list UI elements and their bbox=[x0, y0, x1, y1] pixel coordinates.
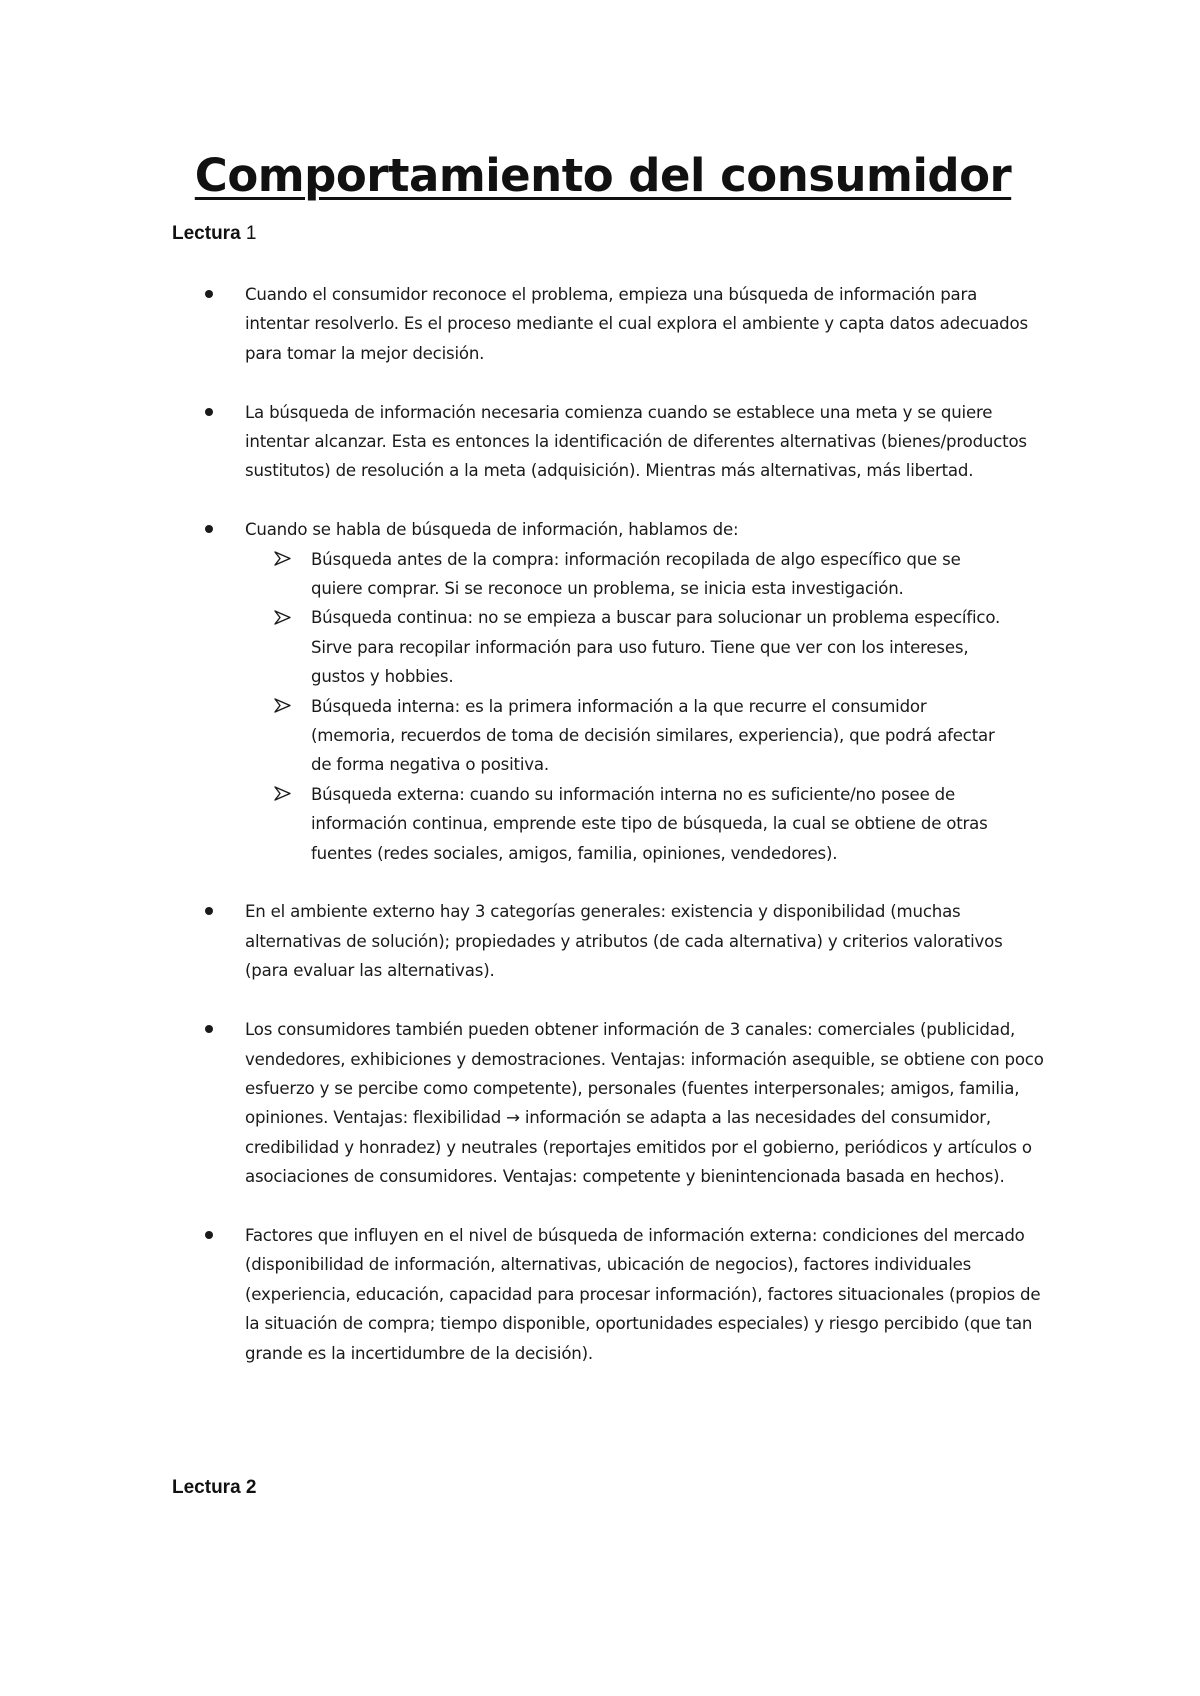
bullet-item bbox=[0, 1015, 1045, 1191]
sub-bullet-text: Búsqueda externa: cuando su información interna no es suficiente/no posee de información continua, emprende este tipo de búsqueda, la cual se obtiene de otras fuentes (redes sociales, amigos, familia, opiniones, vendedores). bbox=[311, 784, 988, 863]
document-title-text: Comportamiento del consumidor bbox=[194, 149, 1012, 202]
sub-bullet-text: Búsqueda continua: no se empieza a buscar para solucionar un problema específico. Sirve para recopilar información para uso futuro. Tiene que ver con los intereses, gustos y hobbies. bbox=[311, 608, 1001, 687]
arrowhead-bullet-icon bbox=[274, 545, 291, 574]
bullet-text: Los consumidores también pueden obtener información de 3 canales: comerciales (publicidad, vendedores, exhibiciones y demostraciones. Ventajas: información asequible, se obtiene con poco esfuerzo y se percibe como competente), personales (fuentes interpersonales; amigos, familia, opiniones. Ventajas: flexibilidad → información se adapta a las necesidades del consumidor, credibilidad y honradez) y neutrales (reportajes emitidos por el gobierno, periódicos y artículos o asociaciones de consumidores. Ventajas: competente y bienintencionada basada en hechos). bbox=[245, 1020, 1044, 1187]
section-heading-lectura-2 bbox=[172, 1476, 257, 1500]
bullet-text: En el ambiente externo hay 3 categorías generales: existencia y disponibilidad (muchas alternativas de solución); propiedades y atributos (de cada alternativa) y criterios valorativos (para evaluar las alternativas). bbox=[245, 902, 1003, 981]
sub-bullet-item bbox=[238, 692, 1011, 780]
section-heading-word: Lectura bbox=[172, 223, 241, 244]
bullet-text: La búsqueda de información necesaria comienza cuando se establece una meta y se quiere intentar alcanzar. Esta es entonces la identificación de diferentes alternativas (bienes/productos sustitutos) de resolución a la meta (adquisición). Mientras más alternativas, más libertad. bbox=[245, 402, 1027, 481]
bullet-item bbox=[0, 515, 1045, 868]
sub-bullet-item bbox=[238, 780, 1011, 868]
lectura-1-bullet-list bbox=[0, 280, 1200, 1397]
document-title bbox=[0, 148, 1200, 204]
bullet-item bbox=[0, 1221, 1045, 1368]
bullet-item bbox=[0, 398, 1045, 486]
bullet-dot-icon bbox=[205, 290, 213, 298]
bullet-text: Factores que influyen en el nivel de búsqueda de información externa: condiciones del mercado (disponibilidad de información, alternativas, ubicación de negocios), factores individuales (experiencia, educación, capacidad para procesar información), factores situacionales (propios de la situación de compra; tiempo disponible, oportunidades especiales) y riesgo percibido (que tan grande es la incertidumbre de la decisión). bbox=[245, 1225, 1041, 1363]
bullet-dot-icon bbox=[205, 1025, 213, 1033]
section-heading-lectura-1 bbox=[172, 222, 257, 246]
sub-bullet-item bbox=[238, 603, 1011, 691]
bullet-dot-icon bbox=[205, 907, 213, 915]
section-heading-number: 2 bbox=[245, 1477, 257, 1498]
bullet-dot-icon bbox=[205, 408, 213, 416]
section-heading-number: 1 bbox=[245, 223, 257, 244]
arrowhead-bullet-icon bbox=[274, 603, 291, 632]
search-types-sublist bbox=[245, 545, 1045, 868]
section-heading-word: Lectura bbox=[172, 1477, 241, 1498]
bullet-item bbox=[0, 280, 1045, 368]
bullet-text: Cuando se habla de búsqueda de información, hablamos de: bbox=[245, 520, 739, 540]
bullet-item bbox=[0, 897, 1045, 985]
sub-bullet-text: Búsqueda interna: es la primera información a la que recurre el consumidor (memoria, recuerdos de toma de decisión similares, experiencia), que podrá afectar de forma negativa o positiva. bbox=[311, 696, 995, 775]
sub-bullet-text: Búsqueda antes de la compra: información recopilada de algo específico que se quiere comprar. Si se reconoce un problema, se inicia esta investigación. bbox=[311, 549, 961, 599]
bullet-text: Cuando el consumidor reconoce el problema, empieza una búsqueda de información para intentar resolverlo. Es el proceso mediante el cual explora el ambiente y capta datos adecuados para tomar la mejor decisión. bbox=[245, 285, 1028, 363]
arrowhead-bullet-icon bbox=[274, 692, 291, 721]
bullet-dot-icon bbox=[205, 525, 213, 533]
sub-bullet-item bbox=[238, 545, 1011, 604]
bullet-dot-icon bbox=[205, 1231, 213, 1239]
arrowhead-bullet-icon bbox=[274, 780, 291, 809]
